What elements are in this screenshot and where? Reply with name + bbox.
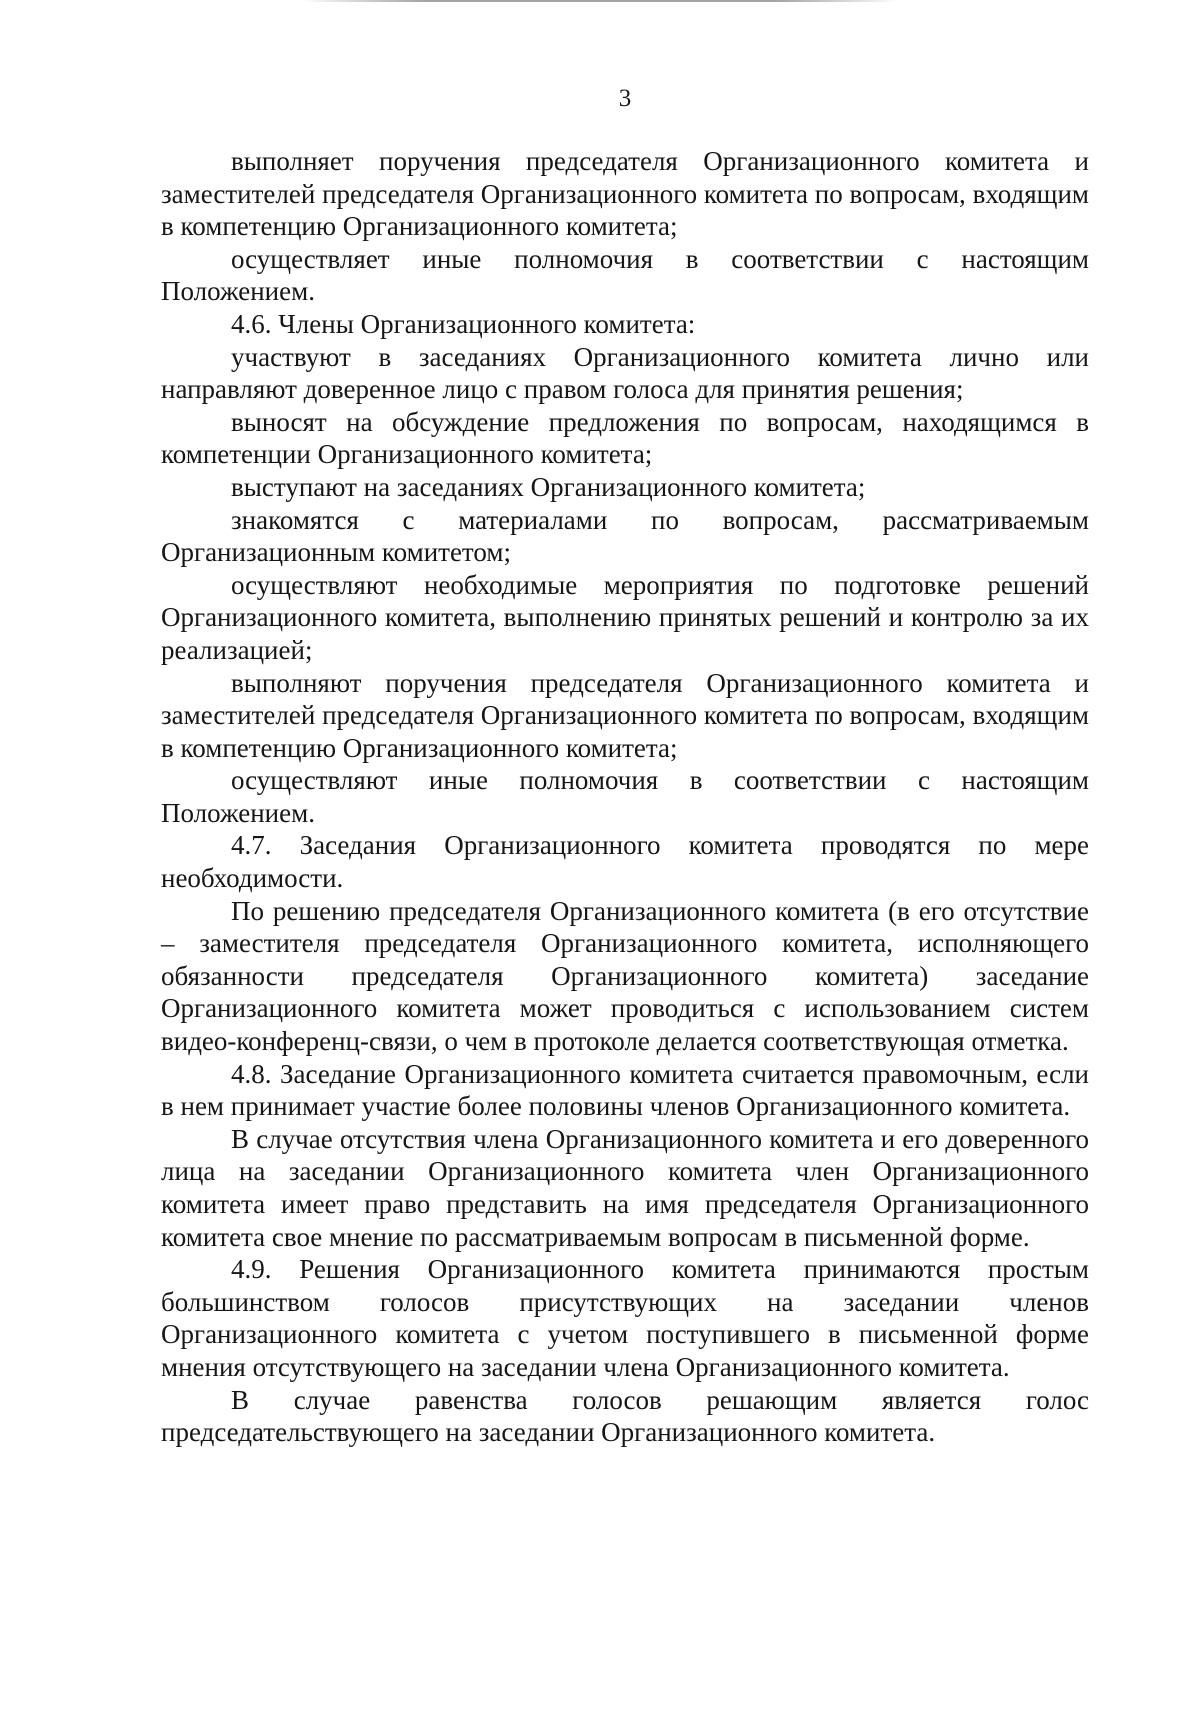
scan-edge-line xyxy=(300,0,900,2)
paragraph-speak: выступают на заседаниях Организационного комитета; xyxy=(231,471,866,502)
page-number: 3 xyxy=(618,85,632,112)
paragraph-absence-opinion: В случае отсутствия члена Организационного комитета и его доверенного лица на заседании Организационного комитета член Организационного комитета имеет право представить на имя председателя Организационного комитета свое мнение по рассматриваемым вопросам в письменной форме. xyxy=(161,1123,1089,1252)
paragraph-other-powers: осуществляет иные полномочия в соответствии с настоящим Положением. xyxy=(161,243,1089,307)
paragraph-tie-vote: В случае равенства голосов решающим является голос председательствующего на заседании Организационного комитета. xyxy=(161,1384,1089,1448)
paragraph-executes-orders: выполняет поручения председателя Организационного комитета и заместителей председателя Организационного комитета по вопросам, входящим в компетенцию Организационного комитета; xyxy=(161,146,1089,242)
paragraph-participate: участвуют в заседаниях Организационного комитета лично или направляют доверенное лицо с правом голоса для принятия решения; xyxy=(161,341,1089,405)
section-4-9: 4.9. Решения Организационного комитета принимаются простым большинством голосов присутствующих на заседании членов Организационного комитета с учетом поступившего в письменной форме мнения отсутствующего на заседании члена Организационного комитета. xyxy=(161,1254,1089,1382)
section-4-7: 4.7. Заседания Организационного комитета проводятся по мере необходимости. xyxy=(161,830,1089,894)
paragraph-review-materials: знакомятся с материалами по вопросам, рассматриваемым Организационным комитетом; xyxy=(161,504,1089,568)
section-4-8: 4.8. Заседание Организационного комитета считается правомочным, если в нем принимает участие более половины членов Организационного комитета. xyxy=(161,1058,1089,1122)
paragraph-members-other-powers: осуществляют иные полномочия в соответствии с настоящим Положением. xyxy=(161,765,1089,828)
document-body xyxy=(161,145,1089,1449)
paragraph-video-conference: По решению председателя Организационного комитета (в его отсутствие – заместителя председателя Организационного комитета, исполняющего обязанности председателя Организационного комитета) заседание Организационного комитета может проводиться с использованием систем видео-конференц-связи, о чем в протоколе делается соответствующая отметка. xyxy=(161,895,1089,1057)
paragraph-propose: выносят на обсуждение предложения по вопросам, находящимся в компетенции Организационного комитета; xyxy=(161,406,1089,470)
section-4-6-heading: 4.6. Члены Организационного комитета: xyxy=(231,308,696,339)
paragraph-implement-measures: осуществляют необходимые мероприятия по подготовке решений Организационного комитета, выполнению принятых решений и контролю за их реализацией; xyxy=(161,569,1089,665)
paragraph-members-execute-orders: выполняют поручения председателя Организационного комитета и заместителей председателя Организационного комитета по вопросам, входящим в компетенцию Организационного комитета; xyxy=(161,667,1089,763)
